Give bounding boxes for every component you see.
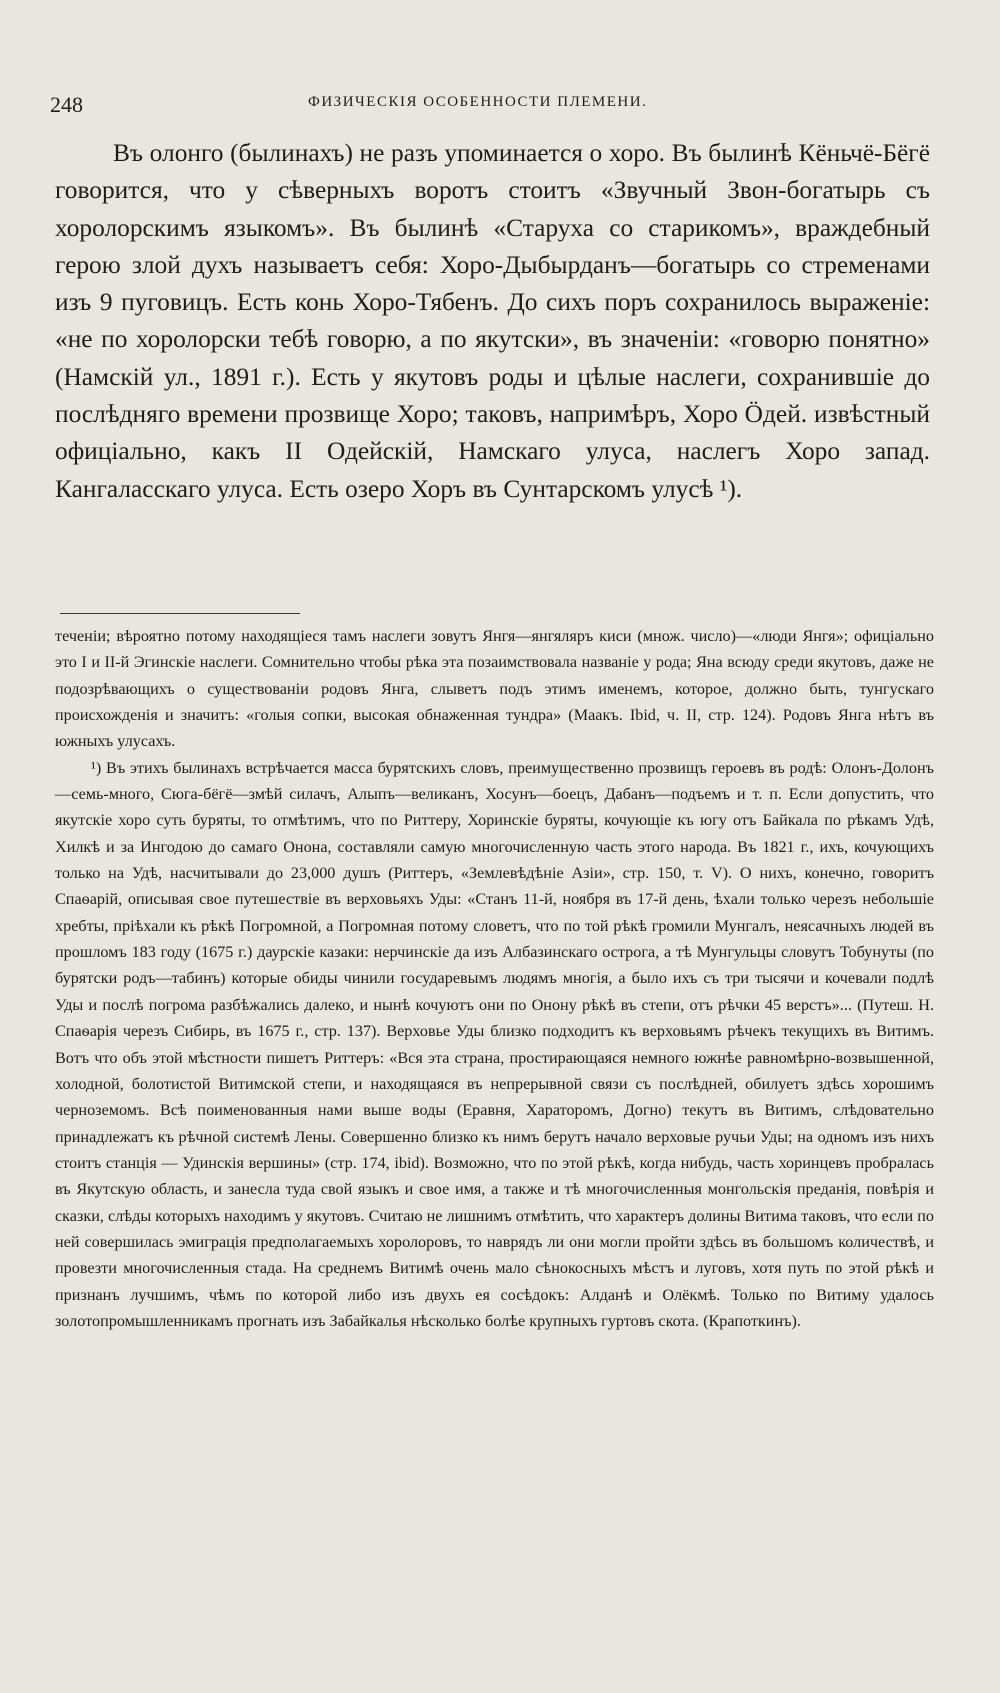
footnote-continuation: теченіи; вѣроятно потому находящіеся тамъ наслеги зовутъ Янгя—янгяляръ киси (множ. число)—«люди Янгя»; офиціально это I и II-й Эгинскіе наслеги. Сомнительно чтобы рѣка эта позаимствовала названіе у рода; Яна всюду среди якутовъ, даже не подозрѣвающихъ о существованіи родовъ Янга, слыветъ подъ этимъ именемъ, которое, должно быть, тунгускаго происхожденія и значитъ: «голыя сопки, высокая обнаженная тундра» (Маакъ. Ibid, ч. II, стр. 124). Родовъ Янга нѣтъ въ южныхъ улусахъ.	[55, 627, 934, 751]
footnotes	[55, 623, 934, 1334]
main-paragraph: Въ олонго (былинахъ) не разъ упоминается о хоро. Въ былинѣ Кёньчё-Бёгё говорится, что у сѣверныхъ воротъ стоитъ «Звучный Звон-богатырь съ хоролорскимъ языкомъ». Въ былинѣ «Старуха со старикомъ», враждебный герою злой духъ называетъ себя: Хоро-Дыбырданъ—богатырь со стременами изъ 9 пуговицъ. Есть конь Хоро-Тябенъ. До сихъ поръ сохранилось выраженіе: «не по хоролорски тебѣ говорю, а по якутски», въ значеніи: «говорю понятно» (Намскій ул., 1891 г.). Есть у якутовъ роды и цѣлые наслеги, сохранившіе до послѣдняго времени прозвище Хоро; таковъ, напримѣръ, Хоро Ӧдей. извѣстный офиціально, какъ II Одейскій, Намскаго улуса, наслегъ Хоро запад. Кангаласскаго улуса. Есть озеро Хоръ въ Сунтарскомъ улусѣ ¹).	[55, 139, 930, 503]
footnote-separator	[60, 613, 300, 614]
footnote-1: ¹) Въ этихъ былинахъ встрѣчается масса бурятскихъ словъ, преимущественно прозвищъ героевъ въ родѣ: Олонъ-Долонъ—семь-много, Сюга-бёгё—змѣй силачъ, Алыпъ—великанъ, Хосунъ—боецъ, Дабанъ—подъемъ и т. п. Если допустить, что якутскіе хоро суть буряты, то отмѣтимъ, что по Риттеру, Хоринскіе буряты, кочующіе къ югу отъ Байкала по рѣкамъ Удѣ, Хилкѣ и за Ингодою до самаго Онона, составляли самую многочисленную часть этого народа. Въ 1821 г., ихъ, кочующихъ только на Удѣ, насчитывали до 23,000 душъ (Риттеръ, «Землевѣдѣніе Азіи», стр. 150, т. V). О нихъ, конечно, говоритъ Спаѳарій, описывая свое путешествіе въ верховьяхъ Уды: «Станъ 11-й, ноября въ 17-й день, ѣхали только черезъ небольшіе хребты, пріѣхали къ рѣкѣ Погромной, а Погромная потому словетъ, что по той рѣкѣ громили Мунгалъ, неясачныхъ людей въ прошломъ 183 году (1675 г.) даурскіе казаки: нерчинскіе да изъ Албазинскаго острога, а тѣ Мунгульцы словутъ Тобунуты (по бурятски родъ—табинъ) которые обиды чинили государевымъ людямъ многія, а было ихъ съ три тысячи и кочевали подлѣ Уды и послѣ погрома разбѣжались далеко, и нынѣ кочуютъ они по Онону рѣкѣ въ степи, отъ рѣчки 45 верстъ»... (Путеш. Н. Спаѳарія черезъ Сибирь, въ 1675 г., стр. 137). Верховье Уды близко подходитъ къ верховьямъ рѣчекъ текущихъ въ Витимъ. Вотъ что объ этой мѣстности пишетъ Риттеръ: «Вся эта страна, простирающаяся немного южнѣе равномѣрно-возвышенной, холодной, болотистой Витимской степи, и находящаяся въ непрерывной связи съ послѣдней, обилуетъ здѣсь хорошимъ черноземомъ. Всѣ поименованныя нами выше воды (Еравня, Хараторомъ, Догно) текутъ въ Витимъ, слѣдовательно принадлежатъ къ рѣчной системѣ Лены. Совершенно близко къ нимъ берутъ начало верховые ручьи Уды; на одномъ изъ нихъ стоитъ станція — Удинскія вершины» (стр. 174, ibid). Возможно, что по этой рѣкѣ, когда нибудь, часть хоринцевъ пробралась въ Якутскую область, и занесла туда свой языкъ и свое имя, а также и тѣ многочисленныя монгольскія преданія, повѣрія и сказки, слѣды которыхъ находимъ у якутовъ. Считаю не лишнимъ отмѣтить, что характеръ долины Витима таковъ, что если по ней совершилась эмиграція предполагаемыхъ хоролоровъ, то наврядъ ли они могли пройти здѣсь въ большомъ количествѣ, и провезти многочисленныя стада. На среднемъ Витимѣ очень мало сѣнокосныхъ мѣстъ и луговъ, хотя путь по этой рѣкѣ и признанъ лучшимъ, чѣмъ по которой либо изъ двухъ ея сосѣдокъ: Алданѣ и Олёкмѣ. Только по Витиму удалось золотопромышленникамъ прогнать изъ Забайкалья нѣсколько болѣе крупныхъ гуртовъ скота. (Крапоткинъ).	[55, 758, 934, 1330]
page-number: 248	[50, 92, 83, 117]
running-head: ФИЗИЧЕСКІЯ ОСОБЕННОСТИ ПЛЕМЕНИ.	[308, 94, 648, 110]
page-header	[50, 92, 930, 122]
